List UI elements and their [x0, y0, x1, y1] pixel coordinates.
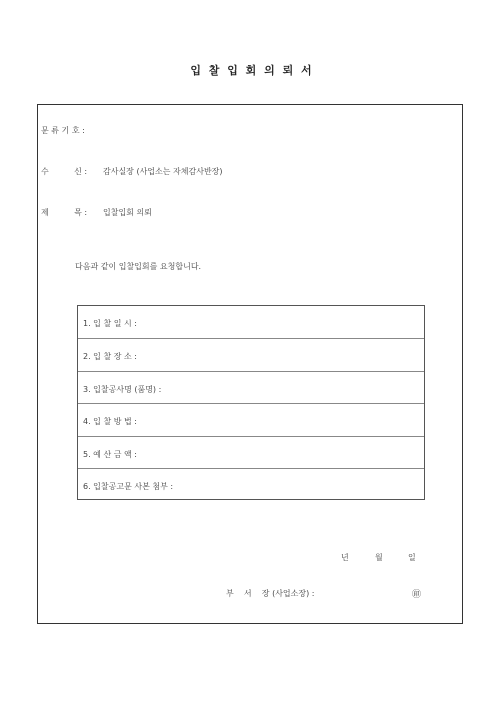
- form-frame: [37, 104, 463, 624]
- detail-label: 3. 입찰공사명 (품명) :: [83, 385, 162, 394]
- date-year: 년: [341, 553, 349, 562]
- subject-label: 제 목 :: [41, 208, 88, 217]
- detail-label: 2. 입 찰 장 소 :: [83, 352, 137, 361]
- recipient-label: 수 신 :: [41, 167, 88, 176]
- subject-value: 입찰입회 의뢰: [103, 208, 152, 217]
- detail-label: 5. 예 산 금 액 :: [83, 450, 137, 459]
- doc-number-label: 문 류 기 호 :: [41, 126, 85, 135]
- detail-row-date: [78, 306, 424, 339]
- body-text: 다음과 같이 입찰입회를 요청합니다.: [75, 262, 202, 271]
- detail-row-project: [78, 371, 424, 404]
- detail-row-place: [78, 338, 424, 371]
- recipient-value: 감사실장 (사업소는 자체감사반장): [103, 167, 223, 176]
- detail-row-budget: [78, 436, 424, 469]
- detail-label: 6. 입찰공고문 사본 첨부 :: [83, 482, 174, 491]
- details-table: [77, 305, 425, 500]
- document-title: 입 찰 입 회 의 뢰 서: [190, 64, 314, 77]
- date-month: 월: [375, 553, 383, 562]
- detail-label: 4. 입 찰 방 법 :: [83, 417, 137, 426]
- detail-row-method: [78, 403, 424, 436]
- date-day: 일: [408, 553, 416, 562]
- detail-row-attachment: [78, 468, 424, 501]
- detail-label: 1. 입 찰 일 시 :: [83, 319, 137, 328]
- seal-mark: ㊞: [412, 590, 422, 600]
- signer-label: 부 서 장 (사업소장) :: [226, 589, 315, 598]
